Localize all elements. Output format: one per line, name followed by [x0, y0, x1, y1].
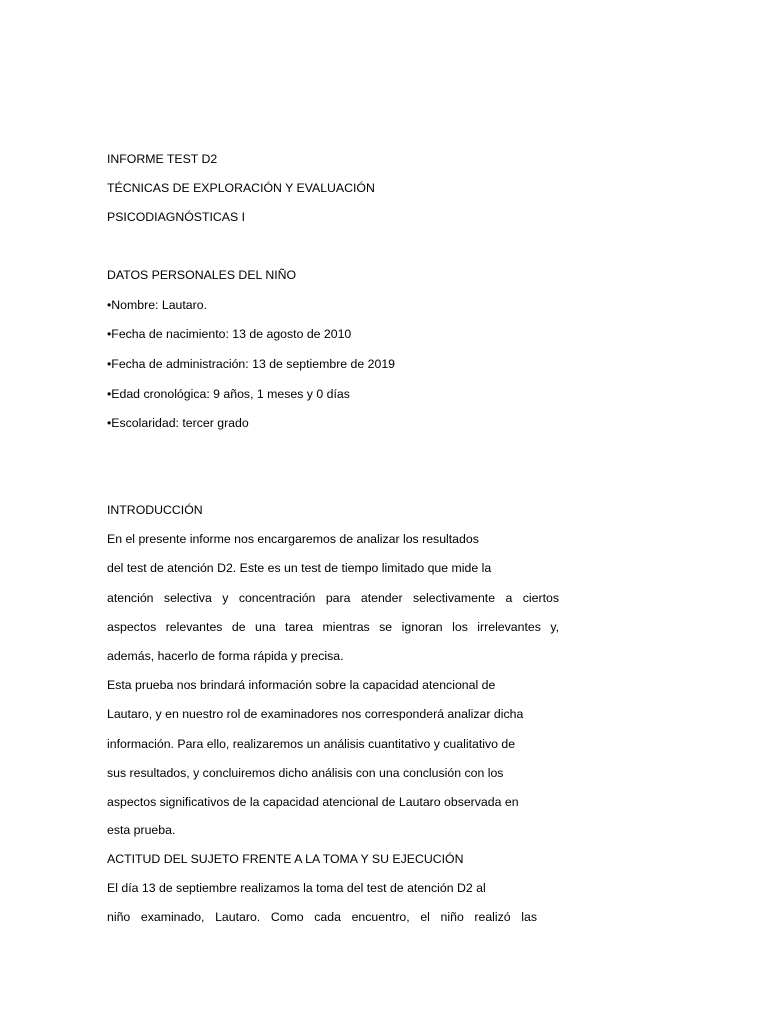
attitude-line: El día 13 de septiembre realizamos la toma del test de atención D2 al [107, 881, 486, 895]
introduction-line: información. Para ello, realizaremos un análisis cuantitativo y cualitativo de [107, 737, 516, 751]
introduction-line: esta prueba. [107, 823, 176, 837]
introduction-line: atención selectiva y concentración para atender selectivamente a ciertos [107, 591, 559, 605]
report-title: INFORME TEST D2 [107, 152, 218, 166]
attitude-line: niño examinado, Lautaro. Como cada encuentro, el niño realizó las [107, 910, 537, 924]
personal-data-heading: DATOS PERSONALES DEL NIÑO [107, 268, 297, 282]
personal-data-birth-date: •Fecha de nacimiento: 13 de agosto de 2010 [107, 327, 352, 341]
introduction-line: además, hacerlo de forma rápida y precisa. [107, 649, 344, 663]
introduction-heading: INTRODUCCIÓN [107, 503, 203, 517]
introduction-line: aspectos relevantes de una tarea mientras se ignoran los irrelevantes y, [107, 620, 559, 634]
introduction-line: sus resultados, y concluiremos dicho análisis con una conclusión con los [107, 766, 504, 780]
introduction-line: Lautaro, y en nuestro rol de examinadores nos corresponderá analizar dicha [107, 707, 524, 721]
personal-data-age: •Edad cronológica: 9 años, 1 meses y 0 días [107, 387, 350, 401]
introduction-line: del test de atención D2. Este es un test de tiempo limitado que mide la [107, 561, 492, 575]
personal-data-administration-date: •Fecha de administración: 13 de septiembre de 2019 [107, 357, 395, 371]
personal-data-name: •Nombre: Lautaro. [107, 298, 207, 312]
introduction-line: En el presente informe nos encargaremos de analizar los resultados [107, 532, 479, 546]
report-subtitle-line-1: TÉCNICAS DE EXPLORACIÓN Y EVALUACIÓN [107, 181, 375, 195]
report-subtitle-line-2: PSICODIAGNÓSTICAS I [107, 210, 246, 224]
introduction-line: aspectos significativos de la capacidad atencional de Lautaro observada en [107, 795, 519, 809]
introduction-line: Esta prueba nos brindará información sobre la capacidad atencional de [107, 678, 496, 692]
personal-data-schooling: •Escolaridad: tercer grado [107, 416, 249, 430]
attitude-heading: ACTITUD DEL SUJETO FRENTE A LA TOMA Y SU EJECUCIÓN [107, 852, 464, 866]
